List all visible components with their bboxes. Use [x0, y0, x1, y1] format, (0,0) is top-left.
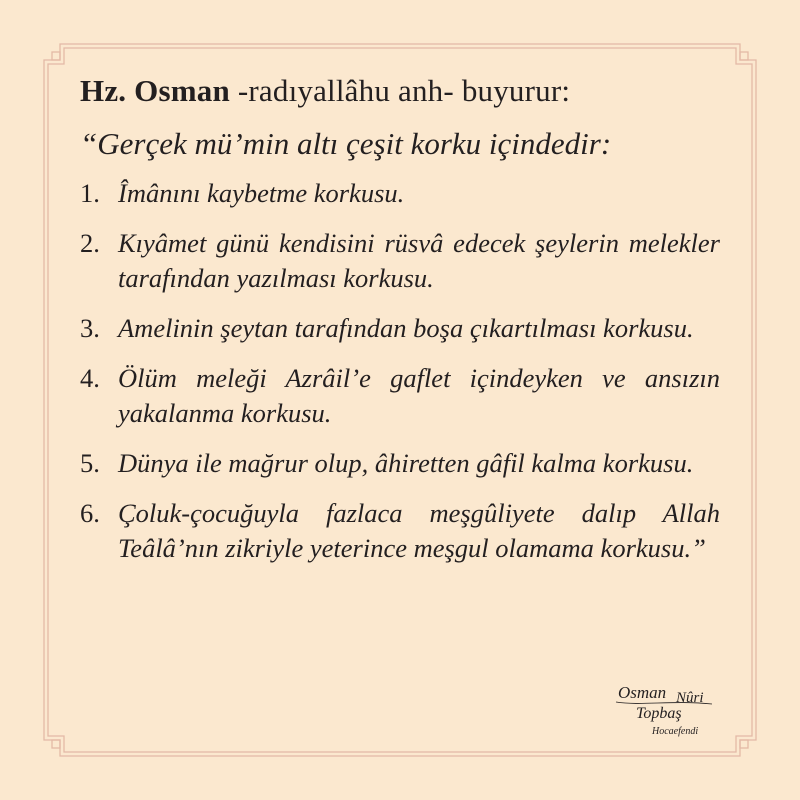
item-number: 1. — [80, 178, 100, 209]
signature-hocaefendi: Hocaefendi — [652, 726, 699, 737]
heading — [80, 72, 720, 109]
item-number: 5. — [80, 448, 100, 479]
signature-nuri: Nûri — [676, 690, 704, 706]
item-text: Kıyâmet günü kendisini rüsvâ edecek şeylerin melekler tarafından yazılması korkusu. — [118, 228, 720, 294]
quote-content — [80, 72, 720, 581]
item-number: 6. — [80, 498, 100, 529]
list-item — [80, 311, 720, 346]
item-number: 2. — [80, 228, 100, 259]
item-number: 3. — [80, 313, 100, 344]
list-item — [80, 176, 720, 211]
heading-name: Hz. Osman — [80, 73, 230, 108]
list-item — [80, 361, 720, 431]
item-text: Amelinin şeytan tarafından boşa çıkartılması korkusu. — [118, 313, 694, 344]
item-text: Dünya ile mağrur olup, âhiretten gâfil kalma korkusu. — [118, 448, 694, 479]
signature-osman: Osman — [618, 683, 667, 702]
list-item — [80, 446, 720, 481]
item-text: Ölüm meleği Azrâil’e gaflet içindeyken ve ansızın yakalanma korkusu. — [118, 363, 720, 429]
intro-line: “Gerçek mü’min altı çeşit korku içindedir: — [80, 126, 612, 162]
signature-topbas: Topbaş — [636, 705, 682, 722]
item-text: Çoluk-çocuğuyla fazlaca meşgûliyete dalıp Allah Teâlâ’nın zikriyle yeterince meşgul olamama korkusu.” — [118, 498, 720, 564]
list-item — [80, 496, 720, 566]
list-item — [80, 226, 720, 296]
item-text: Îmânını kaybetme korkusu. — [118, 178, 405, 209]
item-number: 4. — [80, 363, 100, 394]
signature-logo — [612, 680, 732, 744]
heading-rest: -radıyallâhu anh- buyurur: — [229, 73, 571, 108]
fear-list — [80, 176, 720, 566]
